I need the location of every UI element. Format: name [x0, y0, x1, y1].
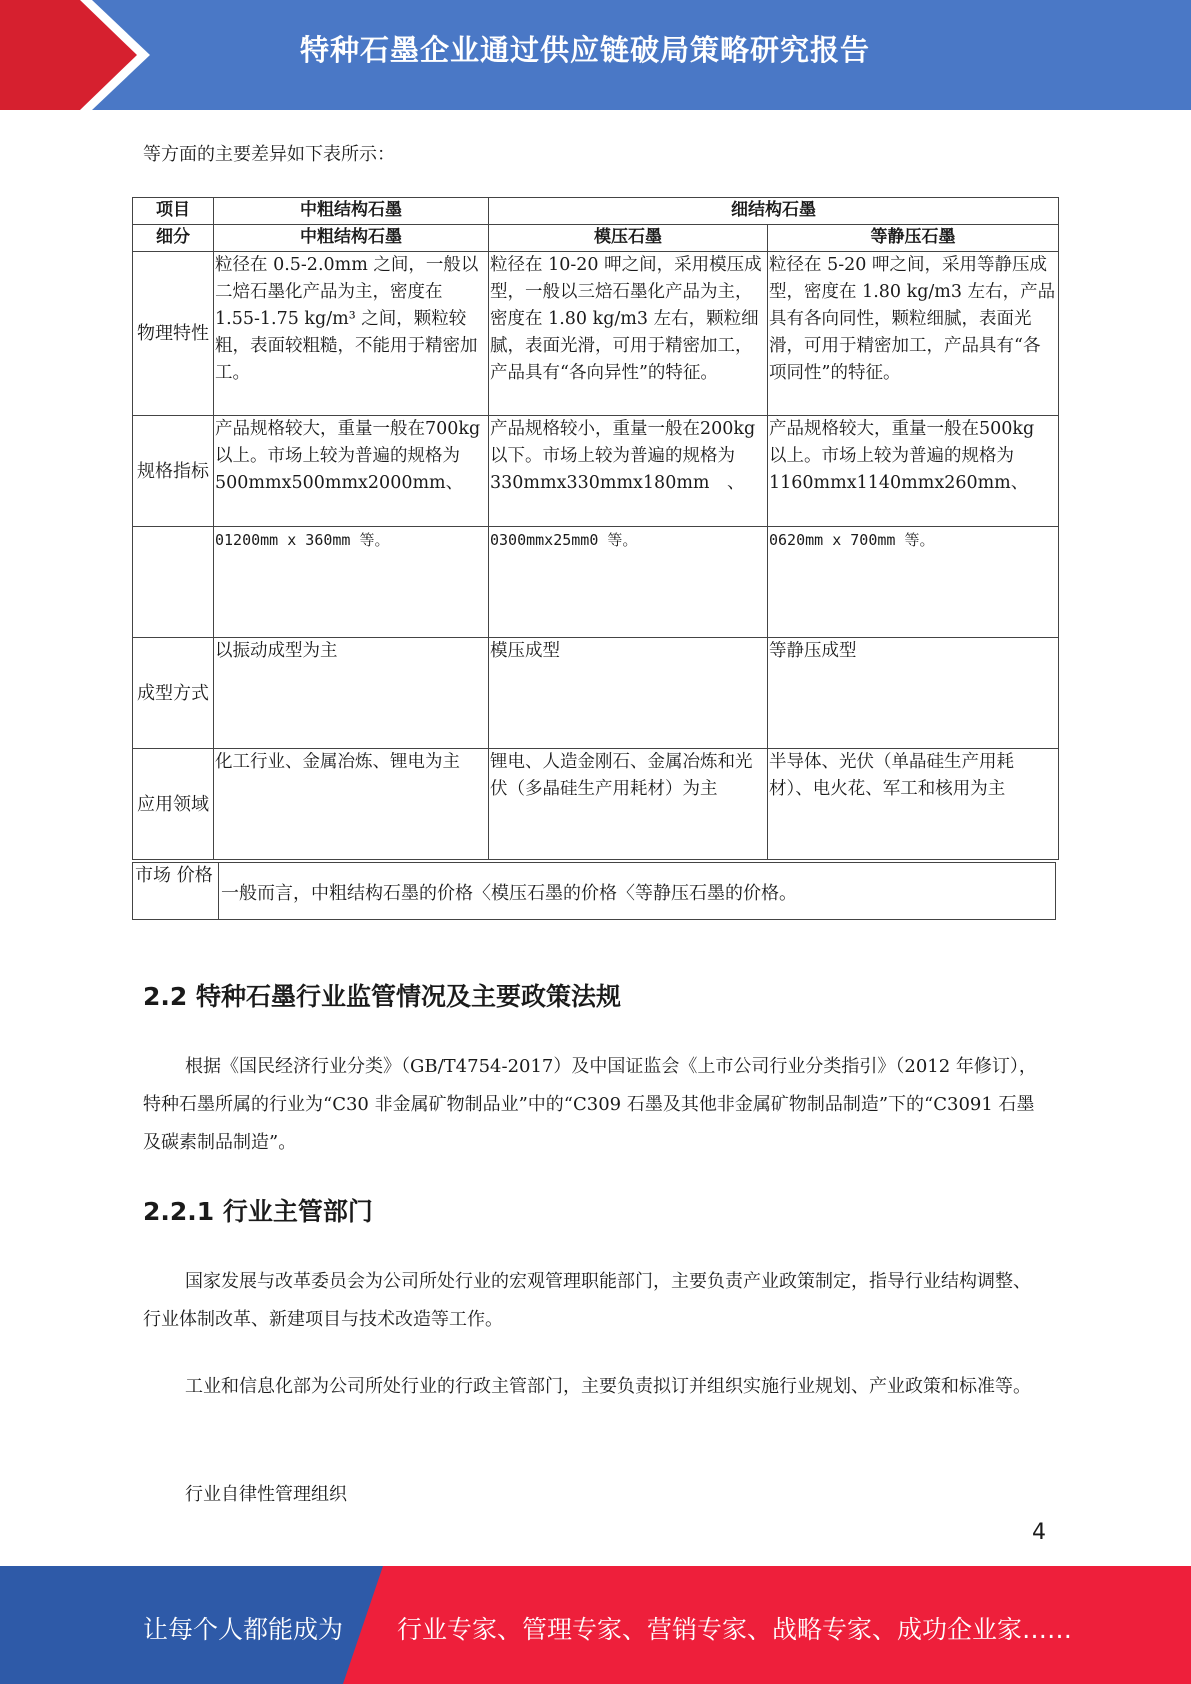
price-row [132, 862, 1056, 920]
row-label: 成型方式 [133, 638, 214, 749]
section-heading: 2.2 特种石墨行业监管情况及主要政策法规 [143, 982, 621, 1011]
table-cell: 模压成型 [489, 638, 768, 749]
table-cell: 半导体、光伏（单晶硅生产用耗材）、电火花、军工和核用为主 [768, 749, 1059, 860]
page-footer [0, 1566, 1191, 1684]
table-header-row [133, 198, 1059, 225]
row-label: 市场 价格 [133, 863, 219, 919]
header-cell: 等静压石墨 [768, 225, 1059, 252]
table-row [133, 638, 1059, 749]
table-cell: 粒径在 10-20 呷之间，采用模压成型，一般以三焙石墨化产品为主，密度在 1.80 kg/m3 左右，颗粒细腻，表面光滑，可用于精密加工，产品具有“各向异性”的特征。 [489, 252, 768, 416]
intro-text: 等方面的主要差异如下表所示： [143, 144, 395, 165]
row-label: 规格指标 [133, 416, 214, 527]
table-cell: 01200mm x 360mm 等。 [214, 527, 489, 638]
body-paragraph: 国家发展与改革委员会为公司所处行业的宏观管理职能部门，主要负责产业政策制定，指导行业结构调整、行业体制改革、新建项目与技术改造等工作。 [143, 1271, 1031, 1330]
table-cell: 以振动成型为主 [214, 638, 489, 749]
table-cell: 一般而言，中粗结构石墨的价格〈模压石墨的价格〈等静压石墨的价格。 [221, 883, 797, 904]
table-cell: 产品规格较大，重量一般在700kg 以上。市场上较为普遍的规格为500mmx500mmx2000mm、 [214, 416, 489, 527]
table-cell [133, 527, 214, 638]
table-cell: 0300mmx25mm0 等。 [489, 527, 768, 638]
row-label: 物理特性 [133, 252, 214, 416]
table-cell: 粒径在 0.5-2.0mm 之间，一般以二焙石墨化产品为主，密度在 1.55-1.75 kg/m³ 之间，颗粒较粗，表面较粗糙，不能用于精密加工。 [214, 252, 489, 416]
page-header [0, 0, 1191, 110]
comparison-table [132, 197, 1059, 860]
footer-slogan-right: 行业专家、管理专家、营销专家、战略专家、成功企业家…… [397, 1615, 1073, 1644]
table-cell: 0620mm x 700mm 等。 [768, 527, 1059, 638]
table-cell: 等静压成型 [768, 638, 1059, 749]
body-paragraph: 工业和信息化部为公司所处行业的行政主管部门，主要负责拟订并组织实施行业规划、产业政策和标准等。 [185, 1376, 1031, 1397]
table-cell: 产品规格较大，重量一般在500kg 以上。市场上较为普遍的规格为 1160mmx1140mmx260mm、 [768, 416, 1059, 527]
table-row [133, 527, 1059, 638]
header-cell: 模压石墨 [489, 225, 768, 252]
table-row [133, 416, 1059, 527]
footer-slogan-left: 让每个人都能成为 [143, 1615, 344, 1644]
table-cell: 锂电、人造金刚石、金属冶炼和光伏（多晶硅生产用耗材）为主 [489, 749, 768, 860]
section-heading: 2.2.1 行业主管部门 [143, 1197, 373, 1226]
header-cell: 中粗结构石墨 [214, 198, 489, 225]
table-cell: 产品规格较小，重量一般在200kg 以下。市场上较为普遍的规格为330mmx330mmx180mm 、 [489, 416, 768, 527]
header-chevron-graphic [0, 0, 150, 110]
header-cell: 项目 [133, 198, 214, 225]
body-paragraph: 根据《国民经济行业分类》（GB/T4754-2017）及中国证监会《上市公司行业分类指引》（2012 年修订），特种石墨所属的行业为“C30 非金属矿物制品业”中的“C309 石墨及其他非金属矿物制品制造”下的“C3091 石墨及碳素制品制造”。 [143, 1056, 1037, 1153]
table-row [133, 252, 1059, 416]
body-paragraph: 行业自律性管理组织 [185, 1484, 347, 1505]
table-cell: 粒径在 5-20 呷之间，采用等静压成型，密度在 1.80 kg/m3 左右，产品具有各向同性，颗粒细腻，表面光滑，可用于精密加工，产品具有“各项同性”的特征。 [768, 252, 1059, 416]
page-number: 4 [1032, 1520, 1046, 1545]
table-row [133, 749, 1059, 860]
header-cell: 中粗结构石墨 [214, 225, 489, 252]
report-title: 特种石墨企业通过供应链破局策略研究报告 [300, 33, 871, 67]
table-cell: 化工行业、金属冶炼、锂电为主 [214, 749, 489, 860]
header-cell: 细分 [133, 225, 214, 252]
header-cell: 细结构石墨 [489, 198, 1059, 225]
table-subheader-row [133, 225, 1059, 252]
row-label: 应用领域 [133, 749, 214, 860]
